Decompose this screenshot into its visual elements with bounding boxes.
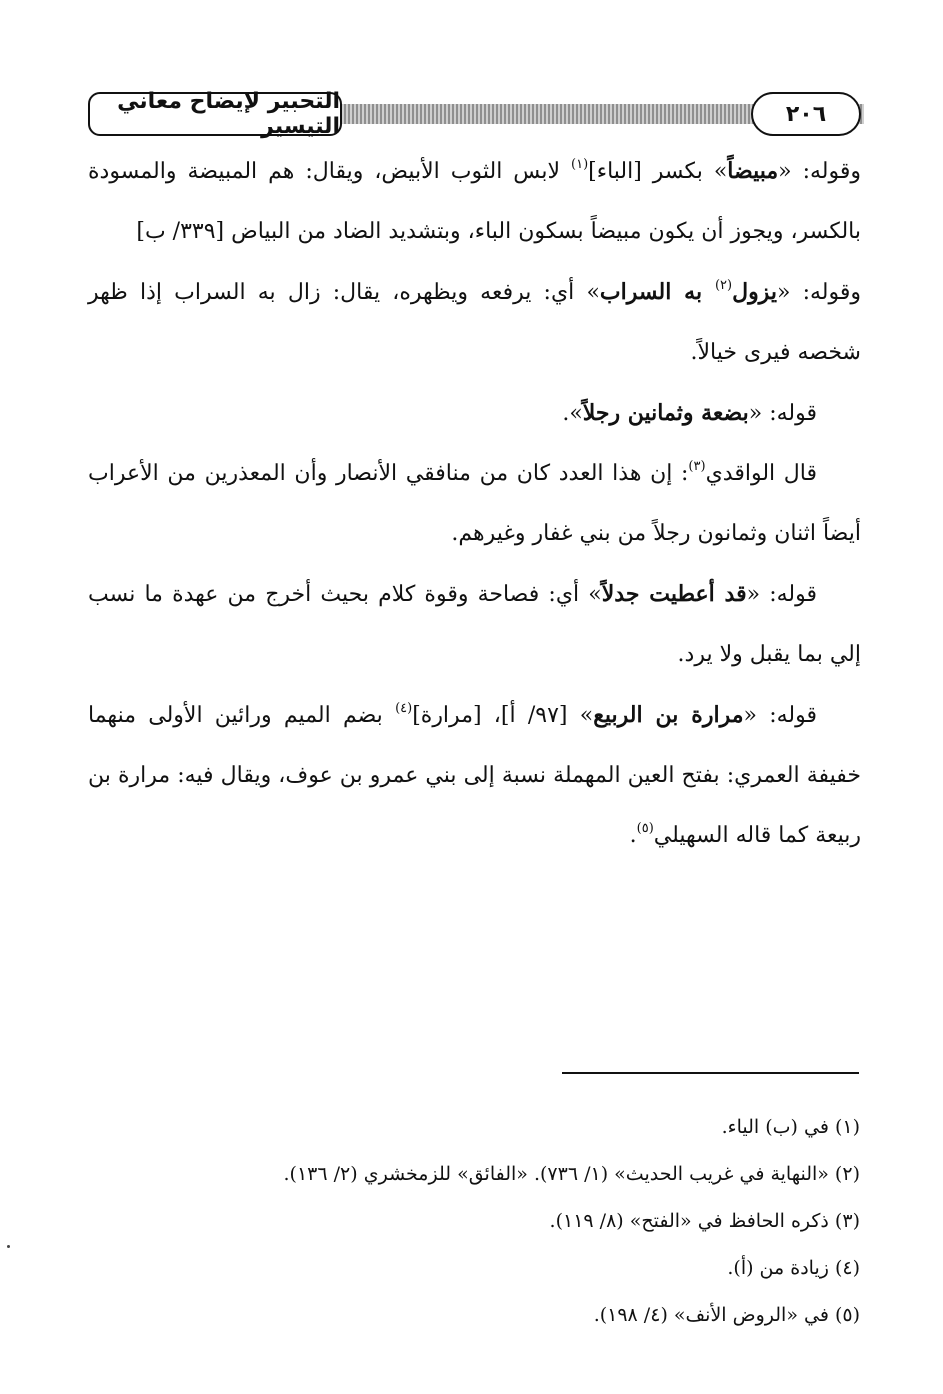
footnotes [200, 1104, 860, 1339]
quoted-term: مبيضاً [727, 158, 779, 184]
text-run: بضم الميم ورائين الأولى منهما خفيفة العمري: بفتح العين المهملة نسبة إلى بني عمرو بن عوف، ويقال فيه: مرارة بن ربيعة كما قاله السهيلي [88, 703, 861, 848]
footnote-ref: (١) [571, 157, 589, 172]
main-text [88, 141, 861, 866]
footnote-1: (١) في (ب) الياء. [721, 1116, 860, 1138]
paragraph-2 [88, 262, 861, 383]
text-run: قوله: « [748, 401, 817, 426]
paragraph-5 [88, 564, 861, 685]
paragraph-4 [88, 444, 861, 564]
footnote-3: (٣) ذكره الحافظ في «الفتح» (٨/ ١١٩). [549, 1210, 860, 1232]
quoted-term: به السراب [599, 279, 715, 305]
book-title-text: التحبير لإيضاح معاني التيسير [117, 89, 340, 139]
footnote-ref: (٣) [688, 459, 706, 474]
footnote-4: (٤) زيادة من (أ). [727, 1257, 860, 1279]
page-number [751, 92, 861, 136]
footnote-ref: (٥) [636, 821, 654, 836]
text-run: وقوله: « [776, 280, 862, 305]
paragraph-6 [88, 685, 861, 866]
text-run: ». [562, 401, 583, 426]
scan-speck [7, 1245, 10, 1248]
text-run: . [629, 823, 637, 848]
quoted-term: قد أعطيت جدلاً [601, 581, 747, 607]
quoted-term: يزول [732, 279, 777, 305]
running-header [88, 89, 864, 140]
text-run: قوله: « [746, 582, 817, 607]
footnote-ref: (٢) [714, 278, 733, 293]
book-title [88, 89, 342, 139]
footnote-5: (٥) في «الروض الأنف» (٤/ ١٩٨). [593, 1304, 860, 1326]
footnote-separator [562, 1072, 859, 1074]
text-run: : إن هذا العدد كان من منافقي الأنصار وأن المعذرين من الأعراب أيضاً اثنان وثمانون رجلاً من بني غفار وغيرهم. [88, 461, 861, 546]
text-run: قوله: « [743, 703, 817, 728]
text-run: لابس الثوب الأبيض، ويقال: هم المبيضة والمسودة بالكسر، ويجوز أن يكون مبيضاً بسكون الباء، وبتشديد الضاد من البياض [٣٣٩/ ب] [88, 159, 861, 244]
footnote-2: (٢) «النهاية في غريب الحديث» (١/ ٧٣٦). «الفائق» للزمخشري (٢/ ١٣٦). [283, 1163, 860, 1185]
text-run: وقوله: « [778, 159, 861, 184]
paragraph-3 [88, 383, 861, 444]
text-run: » بكسر [الباء] [588, 159, 728, 184]
footnote-ref: (٤) [395, 701, 413, 716]
paragraph-1 [88, 141, 861, 262]
text-run: » أي: فصاحة وقوة كلام بحيث أخرج من عهدة ما نسب إلي بما يقبل ولا يرد. [88, 582, 861, 667]
quoted-term: بضعة وثمانين رجلاً [582, 400, 749, 426]
quoted-term: مرارة بن الربيع [593, 702, 744, 728]
text-run: قال الواقدي [705, 461, 817, 486]
text-run: » أي: يرفعه ويظهره، يقال: زال به السراب إذا ظهر شخصه فيرى خيالاً. [88, 280, 861, 365]
text-run: » [٩٧/ أ]، [مرارة] [412, 703, 594, 728]
page-number-text: ٢٠٦ [785, 101, 827, 127]
